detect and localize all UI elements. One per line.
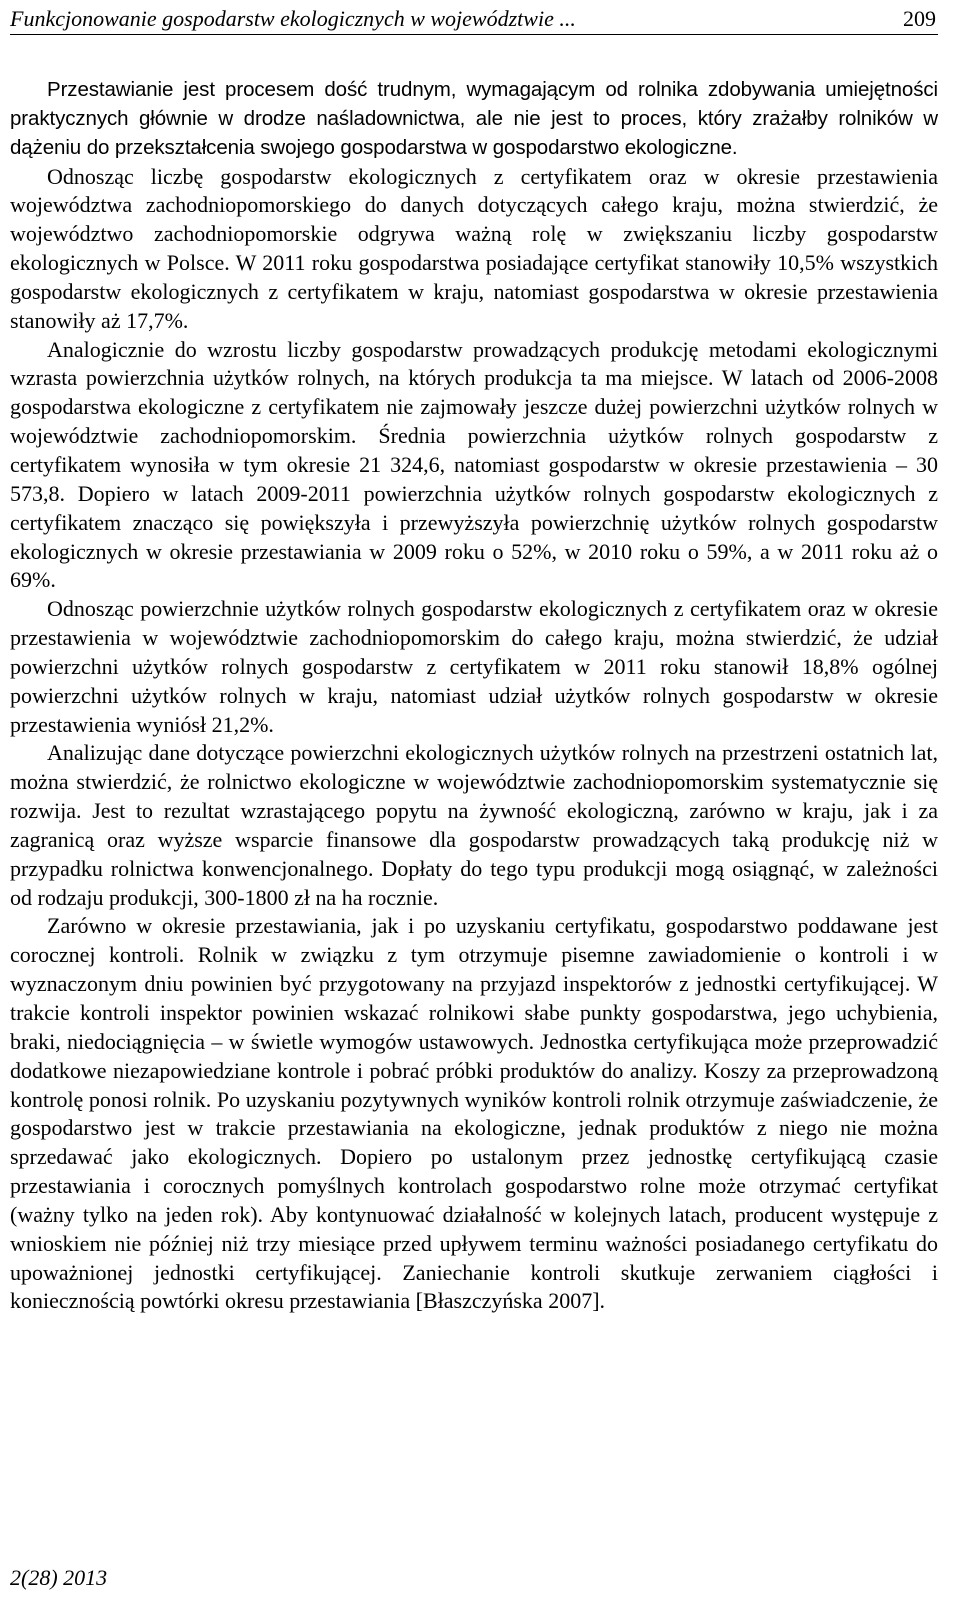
article-body	[10, 76, 938, 1316]
paragraph-annual-inspection: Zarówno w okresie przestawiania, jak i po uzyskaniu certyfikatu, gospodarstwo poddawane jest corocznej kontroli. Rolnik w związku z tym otrzymuje pisemne zawiadomienie o kontroli i w wyznaczonym dniu powinien być przygotowany na przyjazd inspektorów z jednostki certyfikującej. W trakcie kontroli inspektor powinien wskazać rolnikowi słabe punkty gospodarstwa, jego uchybienia, braki, niedociągnięcia – w świetle wymogów ustawowych. Jednostka certyfikująca może przeprowadzić dodatkowe niezapowiedziane kontrole i pobrać próbki produktów do analizy. Koszy za przeprowadzoną kontrolę ponosi rolnik. Po uzyskaniu pozytywnych wyników kontroli rolnik otrzymuje zaświadczenie, że gospodarstwo jest w trakcie przestawiania na ekologiczne, jednak produktów z niego nie można sprzedawać jako ekologicznych. Dopiero po ustalonym przez jednostkę certyfikującą czasie przestawiania i corocznych pomyślnych kontrolach gospodarstwo rolne może otrzymać certyfikat (ważny tylko na jeden rok). Aby kontynuować działalność w kolejnych latach, producent występuje z wnioskiem nie później niż trzy miesiące przed upływem terminu ważności posiadanego certyfikatu do upoważnionej jednostki certyfikującej. Zaniechanie kontroli skutkuje zerwaniem ciągłości i koniecznością powtórki okresu przestawiania [Błaszczyńska 2007].	[10, 913, 938, 1314]
journal-page	[10, 0, 938, 1614]
running-title: Funkcjonowanie gospodarstw ekologicznych w województwie ...	[10, 6, 576, 31]
paragraph-conversion-process: Przestawianie jest procesem dość trudnym, wymagającym od rolnika zdobywania umiejętności praktycznych głównie w drodze naśladownictwa, ale nie jest to proces, który zrażałby rolników w dążeniu do przekształcenia swojego gospodarstwa w gospodarstwo ekologiczne.	[10, 78, 938, 159]
running-header	[10, 4, 938, 35]
paragraph-development-analysis: Analizując dane dotyczące powierzchni ekologicznych użytków rolnych na przestrzeni ostatnich lat, można stwierdzić, że rolnictwo ekologiczne w województwie zachodniopomorskim systematycznie się rozwija. Jest to rezultat wzrastającego popytu na żywność ekologiczną, zarówno w kraju, jak i za zagranicą oraz wyższe wsparcie finansowe dla gospodarstw prowadzących taką produkcję niż w przypadku rolnictwa konwencjonalnego. Dopłaty do tego typu produkcji mogą osiągnąć, w zależności od rodzaju produkcji, 300-1800 zł na ha rocznie.	[10, 740, 938, 910]
paragraph-farm-count-comparison: Odnosząc liczbę gospodarstw ekologicznych z certyfikatem oraz w okresie przestawienia województwa zachodniopomorskiego do danych dotyczących całego kraju, można stwierdzić, że województwo zachodniopomorskie odgrywa ważną rolę w zwiększaniu liczby gospodarstw ekologicznych w Polsce. W 2011 roku gospodarstwa posiadające certyfikat stanowiły 10,5% wszystkich gospodarstw ekologicznych z certyfikatem w kraju, natomiast gospodarstwa w okresie przestawienia stanowiły aż 17,7%.	[10, 163, 938, 333]
page-number: 209	[903, 6, 936, 31]
paragraph-area-share: Odnosząc powierzchnie użytków rolnych gospodarstw ekologicznych z certyfikatem oraz w okresie przestawienia w województwie zachodniopomorskim do całego kraju, można stwierdzić, że udział powierzchni użytków rolnych gospodarstw z certyfikatem w 2011 roku stanowił 18,8% ogólnej powierzchni użytków rolnych w kraju, natomiast udział użytków rolnych gospodarstw w okresie przestawienia wyniósł 21,2%.	[10, 596, 938, 737]
paragraph-agricultural-area-growth: Analogicznie do wzrostu liczby gospodarstw prowadzących produkcję metodami ekologicznymi wzrasta powierzchnia użytków rolnych, na których produkcja ta ma miejsce. W latach od 2006-2008 gospodarstwa ekologiczne z certyfikatem nie zajmowały jeszcze dużej powierzchni użytków rolnych w województwie zachodniopomorskim. Średnia powierzchnia użytków rolnych gospodarstw z certyfikatem wynosiła w tym okresie 21 324,6, natomiast gospodarstw w okresie przestawienia – 30 573,8. Dopiero w latach 2009-2011 powierzchnia użytków rolnych gospodarstw ekologicznych z certyfikatem znacząco się powiększyła i przewyższyła powierzchnię użytków rolnych gospodarstw ekologicznych w okresie przestawiania w 2009 roku o 52%, w 2010 roku o 59%, a w 2011 roku aż o 69%.	[10, 336, 938, 593]
issue-footer: 2(28) 2013	[10, 1565, 108, 1590]
